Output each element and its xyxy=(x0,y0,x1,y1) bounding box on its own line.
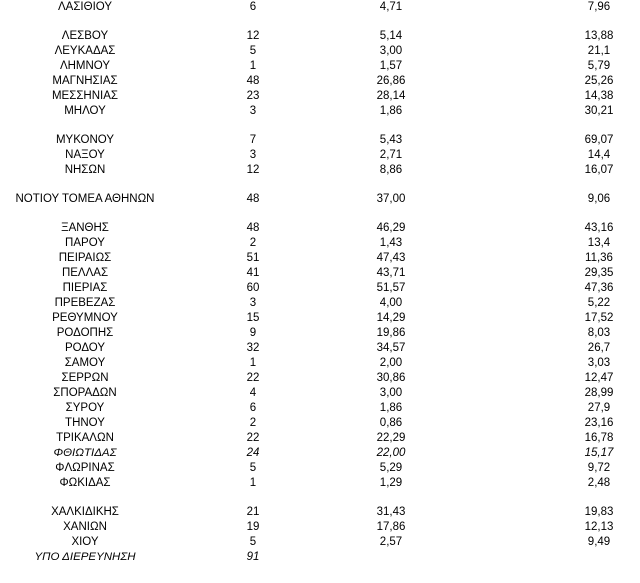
rate-value: 1,57 xyxy=(379,60,403,72)
region-name: ΛΕΥΚΑΔΑΣ xyxy=(54,45,116,57)
incidence-value: 11,36 xyxy=(585,252,613,264)
rate-value: 17,86 xyxy=(376,521,406,533)
table-row xyxy=(0,133,640,148)
cases-count: 15 xyxy=(246,312,260,324)
cases-count: 32 xyxy=(246,342,260,354)
table-row xyxy=(0,326,640,341)
rate-value: 2,00 xyxy=(379,357,403,369)
rate-value: 37,00 xyxy=(376,193,406,205)
cases-count: 3 xyxy=(249,149,257,161)
incidence-value: 15,17 xyxy=(584,447,614,459)
incidence-value: 43,16 xyxy=(584,222,614,234)
incidence-value: 69,07 xyxy=(584,134,614,146)
rate-value: 26,86 xyxy=(376,75,406,87)
cases-count: 21 xyxy=(246,506,260,518)
incidence-value: 13,88 xyxy=(584,30,614,42)
cases-count: 5 xyxy=(249,536,257,548)
rate-value: 19,86 xyxy=(376,327,406,339)
rate-value: 0,86 xyxy=(379,417,403,429)
table-row xyxy=(0,476,640,491)
table-row xyxy=(0,281,640,296)
region-name: ΜΗΛΟΥ xyxy=(64,105,106,117)
incidence-value: 16,78 xyxy=(584,432,614,444)
region-name: ΞΑΝΘΗΣ xyxy=(61,222,109,234)
region-name: ΣΑΜΟΥ xyxy=(64,357,106,369)
table-row xyxy=(0,104,640,119)
rate-value: 4,71 xyxy=(379,1,403,13)
rate-value: 5,14 xyxy=(379,30,403,42)
table-row xyxy=(0,236,640,251)
table-row xyxy=(0,520,640,535)
region-name: ΛΗΜΝΟΥ xyxy=(59,60,111,72)
region-name: ΛΑΣΙΘΙΟΥ xyxy=(57,1,113,13)
cases-count: 12 xyxy=(246,164,260,176)
cases-count: 51 xyxy=(246,252,260,264)
table-row xyxy=(0,89,640,104)
rate-value: 3,00 xyxy=(379,387,403,399)
incidence-value: 13,4 xyxy=(587,237,611,249)
incidence-value: 12,13 xyxy=(584,521,614,533)
region-name: ΝΟΤΙΟΥ ΤΟΜΕΑ ΑΘΗΝΩΝ xyxy=(15,193,155,205)
region-name: ΤΗΝΟΥ xyxy=(65,417,105,429)
rate-value: 43,71 xyxy=(376,267,406,279)
incidence-value: 27,9 xyxy=(587,402,611,414)
incidence-value: 16,07 xyxy=(584,164,614,176)
cases-count: 48 xyxy=(246,75,260,87)
cases-count: 1 xyxy=(249,60,257,72)
region-name: ΡΟΔΟΠΗΣ xyxy=(56,327,114,339)
table-row xyxy=(0,431,640,446)
region-name: ΤΡΙΚΑΛΩΝ xyxy=(56,432,114,444)
incidence-value: 29,35 xyxy=(584,267,614,279)
incidence-value: 2,48 xyxy=(587,477,611,489)
cases-count: 5 xyxy=(249,462,257,474)
table-row xyxy=(0,266,640,281)
cases-count: 6 xyxy=(249,1,257,13)
cases-count: 6 xyxy=(249,402,257,414)
table-row xyxy=(0,148,640,163)
cases-count: 2 xyxy=(249,417,257,429)
incidence-value: 5,22 xyxy=(587,297,611,309)
region-name: ΥΠΟ ΔΙΕΡΕΥΝΗΣΗ xyxy=(34,551,136,563)
incidence-value: 17,52 xyxy=(584,312,614,324)
cases-count: 24 xyxy=(246,447,260,459)
table-row xyxy=(0,311,640,326)
cases-count: 23 xyxy=(246,90,260,102)
rate-value: 47,43 xyxy=(376,252,406,264)
table-row xyxy=(0,0,640,15)
rate-value: 30,86 xyxy=(376,372,406,384)
cases-count: 2 xyxy=(249,237,257,249)
rate-value: 34,57 xyxy=(376,342,406,354)
region-name: ΧΑΛΚΙΔΙΚΗΣ xyxy=(51,506,119,518)
cases-count: 4 xyxy=(249,387,257,399)
region-name: ΜΥΚΟΝΟΥ xyxy=(55,134,115,146)
table-row xyxy=(0,163,640,178)
incidence-value: 3,03 xyxy=(587,357,611,369)
cases-count: 22 xyxy=(246,372,260,384)
table-row xyxy=(0,550,640,565)
table-row xyxy=(0,371,640,386)
rate-value: 46,29 xyxy=(376,222,406,234)
cases-count: 1 xyxy=(249,357,257,369)
table-row xyxy=(0,296,640,311)
rate-value: 2,57 xyxy=(379,536,403,548)
table-row xyxy=(0,44,640,59)
rate-value: 28,14 xyxy=(376,90,406,102)
region-name: ΧΑΝΙΩΝ xyxy=(63,521,107,533)
incidence-value: 26,7 xyxy=(587,342,611,354)
table-row xyxy=(0,461,640,476)
incidence-value: 12,47 xyxy=(584,372,614,384)
table-row xyxy=(0,341,640,356)
cases-count: 3 xyxy=(249,297,257,309)
table-row xyxy=(0,251,640,266)
rate-value: 14,29 xyxy=(376,312,406,324)
rate-value: 1,43 xyxy=(379,237,403,249)
table-row xyxy=(0,535,640,550)
table-row xyxy=(0,29,640,44)
table-row xyxy=(0,356,640,371)
table-row xyxy=(0,446,640,461)
incidence-value: 47,36 xyxy=(584,282,614,294)
region-name: ΦΛΩΡΙΝΑΣ xyxy=(55,462,115,474)
rate-value: 4,00 xyxy=(379,297,403,309)
table-row xyxy=(0,74,640,89)
table-row xyxy=(0,221,640,236)
incidence-value: 21,1 xyxy=(587,45,611,57)
cases-count: 3 xyxy=(249,105,257,117)
cases-count: 48 xyxy=(246,222,260,234)
cases-count: 22 xyxy=(246,432,260,444)
rate-value: 8,86 xyxy=(379,164,403,176)
table-row xyxy=(0,59,640,74)
cases-count: 12 xyxy=(246,30,260,42)
rate-value: 3,00 xyxy=(379,45,403,57)
incidence-value: 7,96 xyxy=(587,1,611,13)
region-name: ΣΥΡΟΥ xyxy=(65,402,105,414)
cases-count: 1 xyxy=(249,477,257,489)
region-name: ΛΕΣΒΟΥ xyxy=(61,30,109,42)
region-name: ΦΘΙΩΤΙΔΑΣ xyxy=(53,447,117,459)
cases-count: 41 xyxy=(246,267,260,279)
region-name: ΡΕΘΥΜΝΟΥ xyxy=(52,312,118,324)
incidence-value: 14,4 xyxy=(587,149,611,161)
incidence-value: 23,16 xyxy=(584,417,614,429)
rate-value: 1,29 xyxy=(379,477,403,489)
region-name: ΠΕΛΛΑΣ xyxy=(61,267,109,279)
incidence-value: 30,21 xyxy=(584,105,614,117)
cases-count: 48 xyxy=(246,193,260,205)
region-name: ΝΗΣΩΝ xyxy=(64,164,106,176)
incidence-value: 8,03 xyxy=(587,327,611,339)
region-name: ΠΕΙΡΑΙΩΣ xyxy=(58,252,112,264)
region-name: ΣΕΡΡΩΝ xyxy=(61,372,109,384)
cases-count: 9 xyxy=(249,327,257,339)
rate-value: 1,86 xyxy=(379,402,403,414)
region-name: ΧΙΟΥ xyxy=(71,536,99,548)
rate-value: 1,86 xyxy=(379,105,403,117)
table-row xyxy=(0,416,640,431)
incidence-value: 9,72 xyxy=(587,462,611,474)
region-name: ΠΡΕΒΕΖΑΣ xyxy=(54,297,116,309)
cases-count: 91 xyxy=(246,551,260,563)
table-row xyxy=(0,505,640,520)
region-name: ΜΕΣΣΗΝΙΑΣ xyxy=(51,90,119,102)
table-row xyxy=(0,192,640,207)
rate-value: 22,00 xyxy=(376,447,406,459)
rate-value: 22,29 xyxy=(376,432,406,444)
rate-value: 51,57 xyxy=(376,282,406,294)
cases-count: 7 xyxy=(249,134,257,146)
region-name: ΜΑΓΝΗΣΙΑΣ xyxy=(52,75,118,87)
rate-value: 2,71 xyxy=(379,149,403,161)
region-name: ΠΙΕΡΙΑΣ xyxy=(62,282,108,294)
cases-count: 5 xyxy=(249,45,257,57)
incidence-value: 9,49 xyxy=(587,536,611,548)
rate-value: 5,29 xyxy=(379,462,403,474)
region-name: ΝΑΞΟΥ xyxy=(65,149,105,161)
table-row xyxy=(0,386,640,401)
incidence-value: 5,79 xyxy=(587,60,611,72)
region-name: ΦΩΚΙΔΑΣ xyxy=(59,477,111,489)
incidence-value: 25,26 xyxy=(584,75,614,87)
cases-count: 60 xyxy=(246,282,260,294)
region-name: ΠΑΡΟΥ xyxy=(65,237,105,249)
rate-value: 5,43 xyxy=(379,134,403,146)
incidence-value: 19,83 xyxy=(584,506,614,518)
incidence-value: 14,38 xyxy=(584,90,614,102)
incidence-value: 28,99 xyxy=(584,387,614,399)
region-name: ΡΟΔΟΥ xyxy=(64,342,106,354)
cases-count: 19 xyxy=(246,521,260,533)
table-row xyxy=(0,401,640,416)
region-name: ΣΠΟΡΑΔΩΝ xyxy=(53,387,117,399)
incidence-value: 9,06 xyxy=(587,193,611,205)
rate-value: 31,43 xyxy=(376,506,406,518)
